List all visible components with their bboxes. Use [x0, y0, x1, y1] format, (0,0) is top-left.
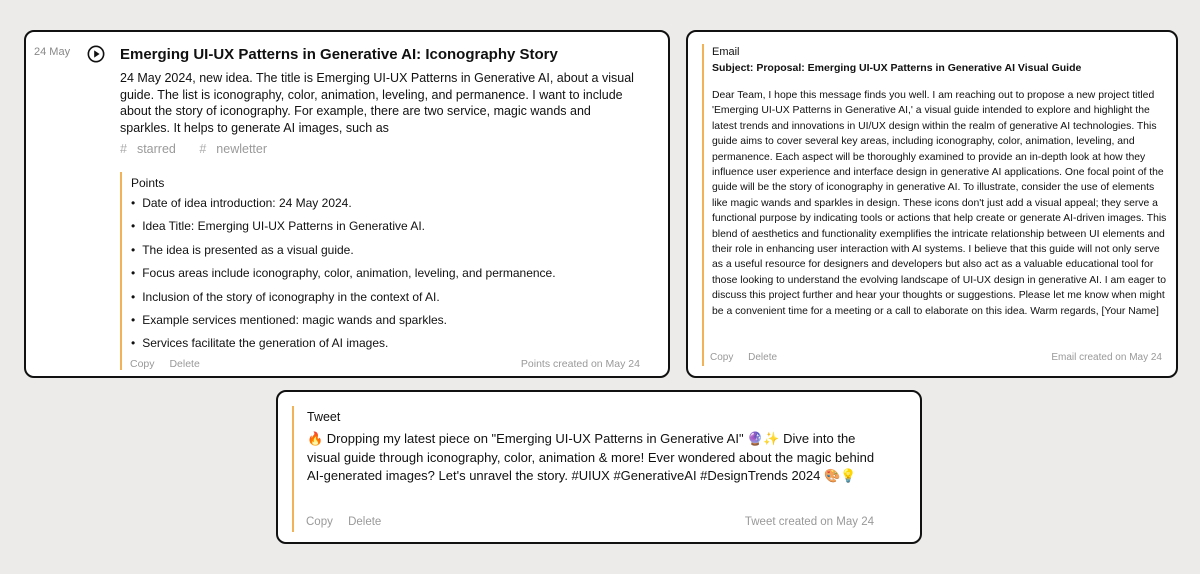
email-label: Email	[712, 46, 740, 58]
email-subject: Subject: Proposal: Emerging UI-UX Patterns in Generative AI Visual Guide	[712, 62, 1082, 74]
tweet-created-label: Tweet created on May 24	[744, 516, 874, 528]
list-item: • Idea Title: Emerging UI-UX Patterns in Generative AI.	[131, 219, 650, 242]
idea-title: Emerging UI-UX Patterns in Generative AI: Iconography Story	[120, 46, 558, 63]
tweet-block	[292, 406, 892, 532]
tweet-body: 🔥 Dropping my latest piece on "Emerging UI-UX Patterns in Generative AI" 🔮✨ Dive into the visual guide through iconography, color, animation & more! Ever wondered about the magic behind AI-generated images? Let's unravel the story. #UIUX #GenerativeAI #DesignTrends 2024 🎨💡	[307, 431, 875, 483]
copy-button[interactable]: Copy	[710, 352, 734, 363]
hash-icon: #	[199, 142, 207, 156]
list-item: • Example services mentioned: magic wands and sparkles.	[131, 313, 650, 336]
list-item: • Services facilitate the generation of AI images.	[131, 336, 650, 359]
points-created-label: Points created on May 24	[520, 358, 640, 370]
idea-body: 24 May 2024, new idea. The title is Emerging UI-UX Patterns in Generative AI, about a visual guide. The list is iconography, color, animation, leveling, and permanence. I want to include about the story of iconography. For example, there are two service, magic wands and sparkles. It helps to generate AI images, such as	[120, 71, 634, 135]
play-circle-icon[interactable]	[87, 45, 105, 63]
list-item: • Inclusion of the story of iconography in the context of AI.	[131, 290, 650, 313]
tweet-label: Tweet	[307, 410, 341, 424]
copy-button[interactable]: Copy	[306, 516, 333, 528]
points-list	[131, 196, 650, 360]
tweet-actions	[306, 516, 393, 528]
list-item: • Focus areas include iconography, color, animation, leveling, and permanence.	[131, 266, 650, 289]
email-created-label: Email created on May 24	[1051, 352, 1162, 363]
points-actions	[130, 358, 212, 370]
copy-button[interactable]: Copy	[130, 358, 155, 370]
email-actions	[710, 352, 789, 363]
points-block	[120, 172, 650, 370]
email-card	[686, 30, 1178, 378]
delete-button[interactable]: Delete	[748, 352, 778, 363]
list-item: • The idea is presented as a visual guide.	[131, 243, 650, 266]
list-item: • Date of idea introduction: 24 May 2024.	[131, 196, 650, 219]
points-title: Points	[131, 176, 165, 190]
email-body: Dear Team, I hope this message finds you well. I am reaching out to propose a new project titled 'Emerging UI-UX Patterns in Generative AI,' a visual guide intended to explore and highlight the latest trends and innovations in UI/UX design within the realm of generative AI technologies. This guide aims to cover several key areas, including iconography, color, animation, leveling, and permanence. Each aspect will be thoroughly examined to provide an in-depth look at how they influence user experience and interface design in generative AI applications. One focal point of the guide will be the story of iconography in generative AI. To illustrate, consider the use of elements like magic wands and sparkles in design. These icons don't just add a visual appeal; they serve a functional purpose by indicating tools or actions that help create or generate AI-driven images. This blend of aesthetics and functionality exemplifies the intricate relationship between UI elements and their role in enhancing user interaction with AI systems. I believe that this guide will not only serve as a useful resource for designers and developers but also act as a valuable educational tool for those looking to understand the evolving landscape of UI-UX design in generative AI. I am eager to discuss this project further and hear your thoughts or suggestions. Please let me know when might be a convenient time for a meeting or a call to elaborate on this idea. Warm regards, [Your Name]	[712, 90, 1167, 317]
hash-icon: #	[120, 142, 127, 156]
delete-button[interactable]: Delete	[348, 516, 382, 528]
email-block	[702, 44, 1166, 366]
idea-card	[24, 30, 670, 378]
tag-newletter[interactable]: # newletter	[199, 142, 268, 156]
delete-button[interactable]: Delete	[169, 358, 200, 370]
tweet-card	[276, 390, 922, 544]
tag-starred[interactable]: # starred	[120, 142, 176, 156]
tag-list	[120, 142, 287, 156]
idea-date: 24 May	[34, 46, 71, 58]
